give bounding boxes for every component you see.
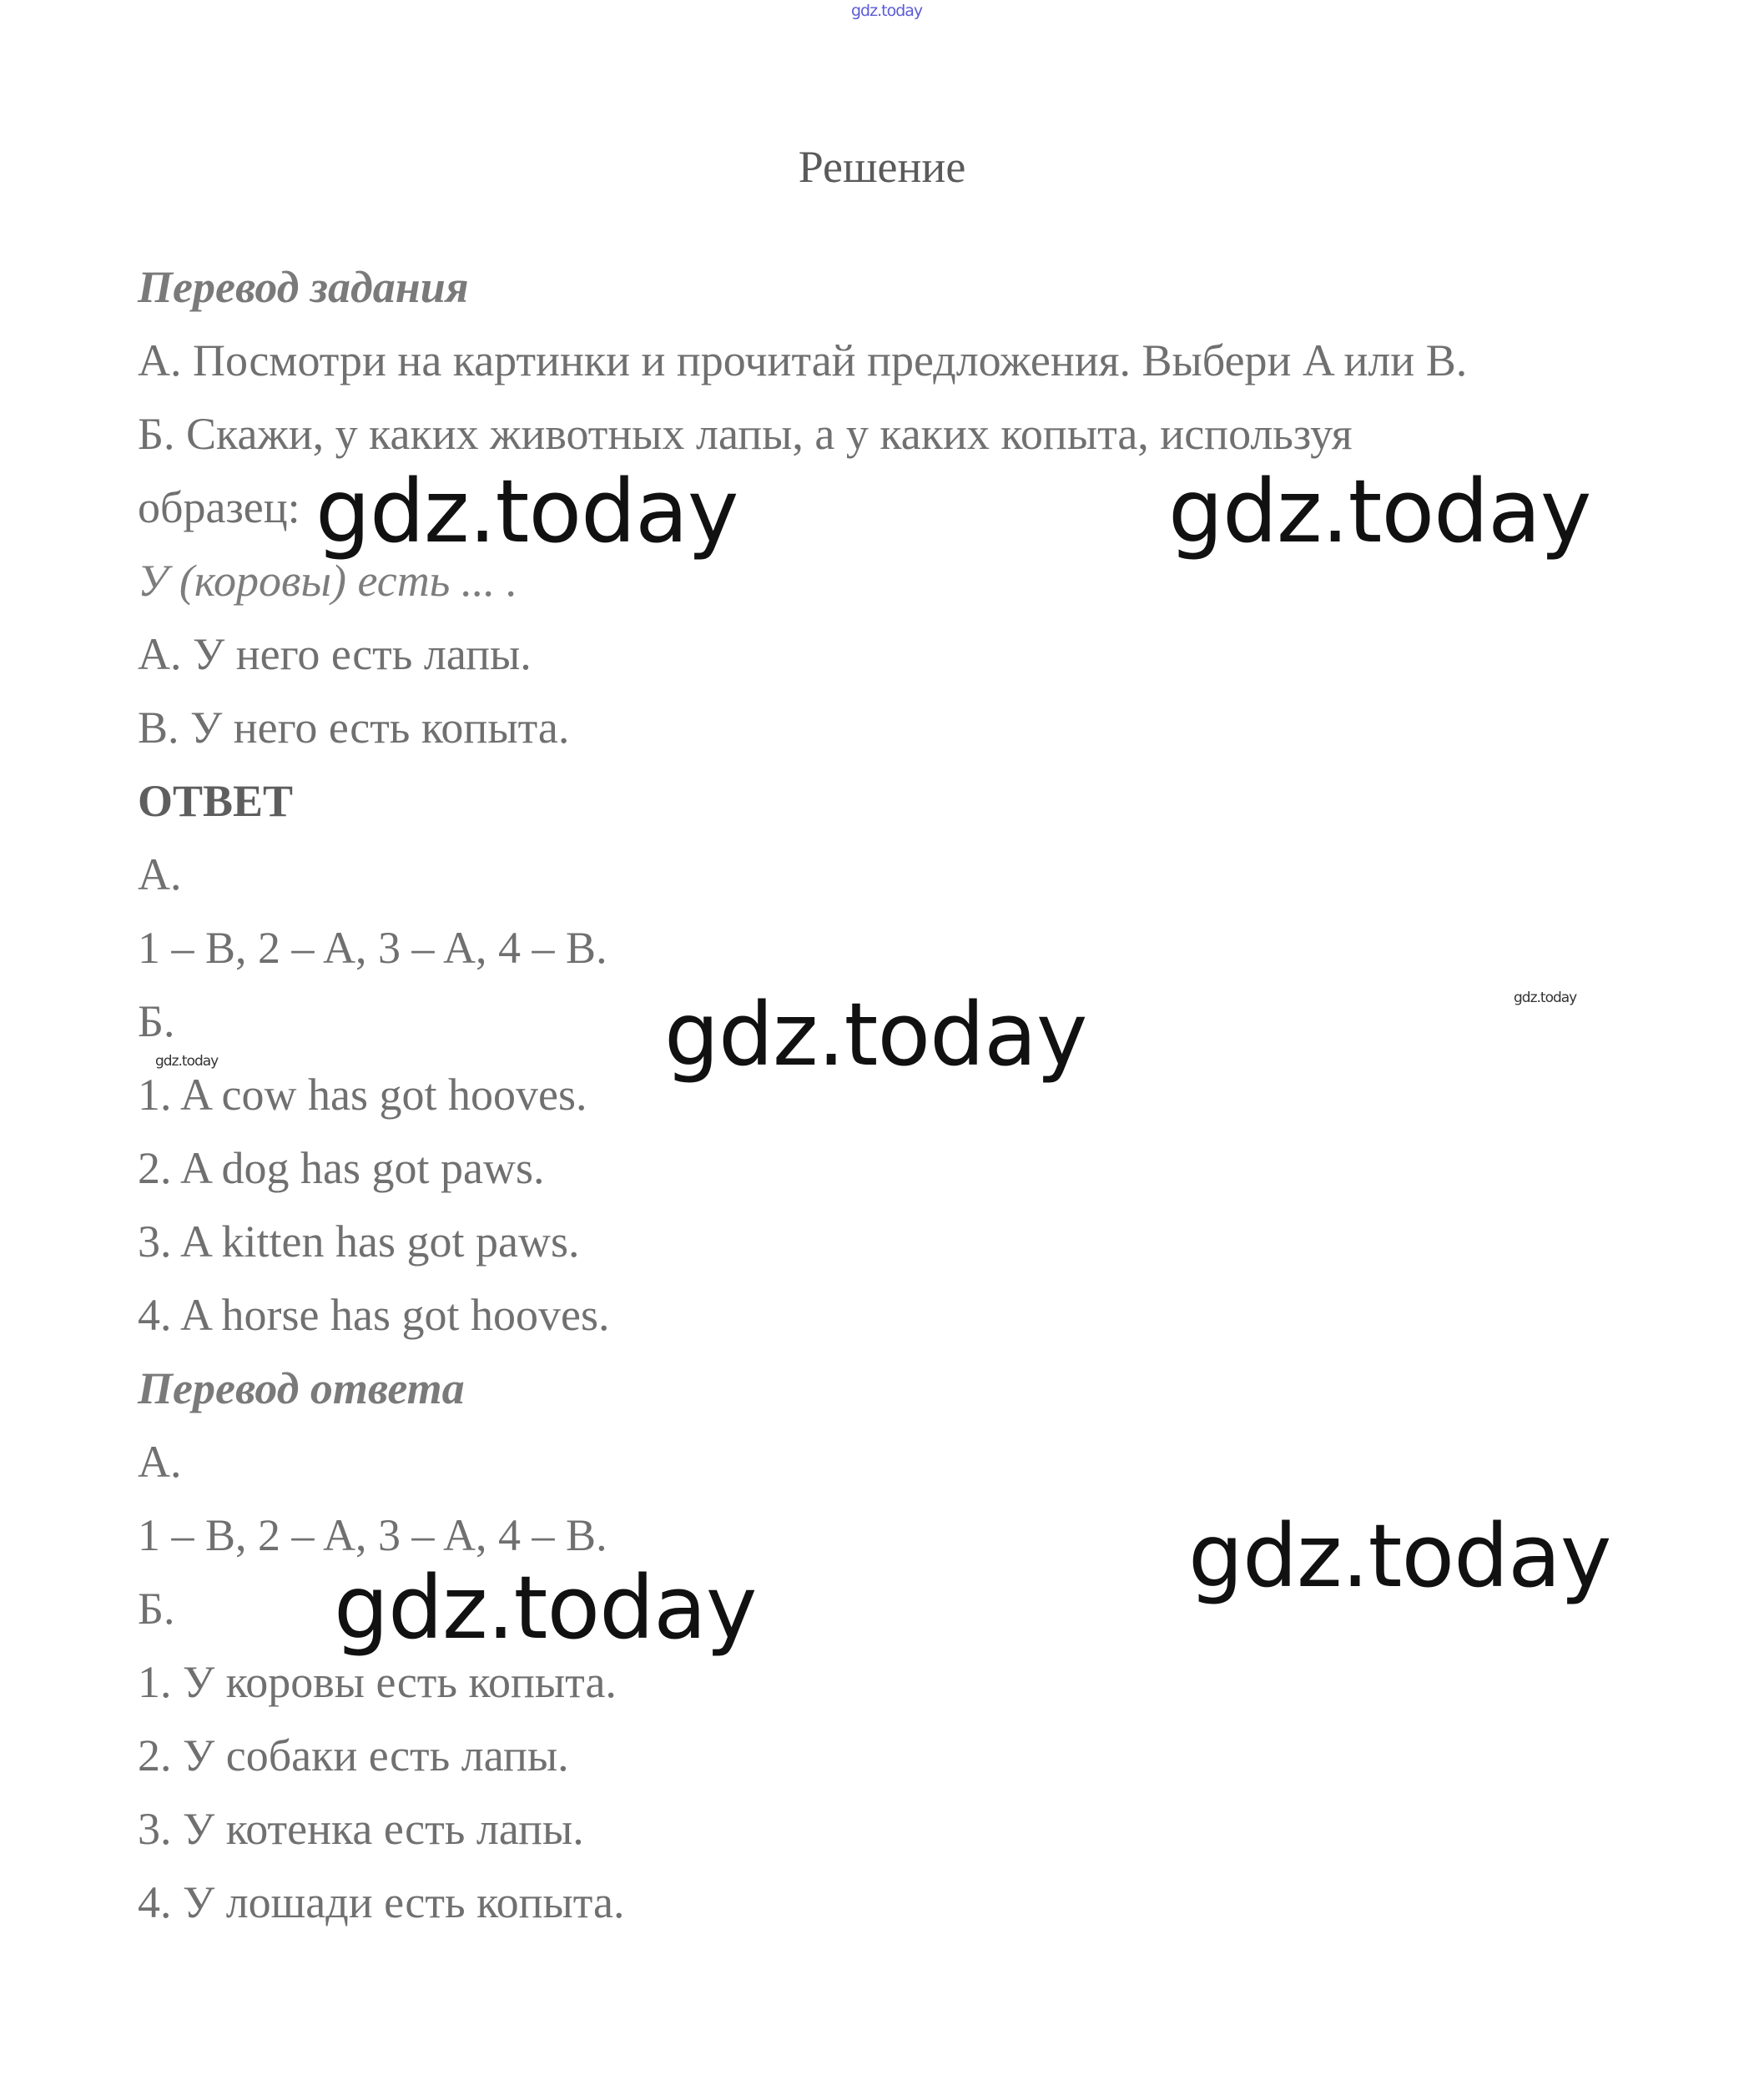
page-title: Решение [798, 142, 966, 192]
watermark-large: gdz.today [315, 461, 738, 562]
option-a-text: А. У него есть лапы. [138, 629, 532, 679]
sample-phrase: У (коровы) есть ... . [138, 556, 518, 606]
answer-b-item-4: 4. A horse has got hooves. [138, 1290, 610, 1340]
watermark-large: gdz.today [334, 1557, 757, 1659]
watermark-small: gdz.today [155, 1053, 219, 1070]
translation-b-item-3: 3. У котенка есть лапы. [138, 1804, 584, 1854]
answer-b-label: Б. [138, 996, 175, 1046]
translation-b-item-1: 1. У коровы есть копыта. [138, 1657, 617, 1707]
task-b-text-line1: Б. Скажи, у каких животных лапы, а у каких копыта, используя [138, 409, 1353, 459]
answer-a-label: А. [138, 849, 182, 899]
answer-b-item-3: 3. A kitten has got paws. [138, 1216, 580, 1267]
watermark-large: gdz.today [1168, 461, 1591, 562]
watermark-large: gdz.today [1188, 1505, 1611, 1607]
translation-a-values: 1 – B, 2 – A, 3 – A, 4 – B. [138, 1510, 607, 1560]
answer-a-values: 1 – B, 2 – A, 3 – A, 4 – B. [138, 923, 607, 973]
task-translation-heading: Перевод задания [138, 262, 469, 312]
answer-b-item-2: 2. A dog has got paws. [138, 1143, 545, 1193]
watermark-small: gdz.today [1514, 990, 1577, 1006]
watermark-large: gdz.today [664, 984, 1087, 1085]
answer-b-item-1: 1. A cow has got hooves. [138, 1070, 587, 1120]
translation-b-item-2: 2. У собаки есть лапы. [138, 1730, 569, 1780]
task-a-text: А. Посмотри на картинки и прочитай предложения. Выбери A или B. [138, 335, 1468, 385]
translation-b-label: Б. [138, 1584, 175, 1634]
answer-heading: ОТВЕТ [138, 776, 294, 826]
answer-translation-heading: Перевод ответа [138, 1363, 465, 1413]
option-b-text: В. У него есть копыта. [138, 703, 570, 753]
task-b-text-line2: образец: [138, 482, 300, 532]
translation-a-label: А. [138, 1437, 182, 1487]
watermark-top: gdz.today [851, 2, 923, 20]
translation-b-item-4: 4. У лошади есть копыта. [138, 1877, 625, 1927]
